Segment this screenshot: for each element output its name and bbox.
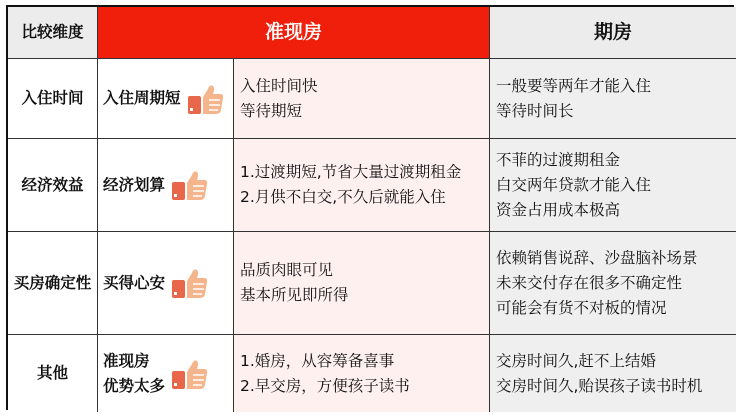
future-line: 依赖销售说辞、沙盘脑补场景 bbox=[496, 248, 698, 267]
ready-line: 1.婚房，从容筹备喜事 bbox=[240, 351, 395, 370]
ready-line: 基本所见即所得 bbox=[240, 286, 349, 304]
ready-line: 2.早交房，方便孩子读书 bbox=[240, 376, 410, 395]
future-line: 交房时间久,贻误孩子读书时机 bbox=[496, 376, 703, 395]
thumbs-up-icon bbox=[171, 169, 209, 201]
future-line: 不菲的过渡期租金 bbox=[496, 150, 621, 169]
row-dimension: 买房确定性 bbox=[8, 232, 98, 335]
future-cell bbox=[490, 335, 736, 412]
ready-line: 1.过渡期短,节省大量过渡期租金 bbox=[240, 163, 462, 181]
future-line: 白交两年贷款才能入住 bbox=[496, 175, 652, 194]
future-line: 一般要等两年才能入住 bbox=[496, 76, 652, 95]
future-line: 交房时间久,赶不上结婚 bbox=[496, 351, 656, 370]
row-short bbox=[98, 59, 234, 139]
ready-cell bbox=[234, 59, 490, 139]
future-line: 可能会有货不对板的情况 bbox=[496, 298, 667, 317]
header-future-house: 期房 bbox=[490, 7, 736, 59]
ready-line: 品质肉眼可见 bbox=[240, 261, 334, 279]
comparison-table bbox=[6, 5, 734, 410]
row-dimension: 其他 bbox=[8, 335, 98, 412]
thumbs-up-icon bbox=[171, 358, 209, 390]
row-dimension: 经济效益 bbox=[8, 139, 98, 232]
row-short bbox=[98, 139, 234, 232]
row-short-label: 准现房 优势太多 bbox=[103, 351, 166, 395]
row-short-label: 经济划算 bbox=[103, 175, 166, 194]
future-cell bbox=[490, 232, 736, 335]
future-line: 资金占用成本极高 bbox=[496, 200, 621, 219]
header-ready-house: 准现房 bbox=[98, 7, 490, 59]
future-cell bbox=[490, 59, 736, 139]
row-dimension: 入住时间 bbox=[8, 59, 98, 139]
row-short bbox=[98, 232, 234, 335]
future-line: 等待时间长 bbox=[496, 101, 574, 120]
ready-cell bbox=[234, 139, 490, 232]
thumbs-up-icon bbox=[187, 83, 225, 115]
header-dimension: 比较维度 bbox=[8, 7, 98, 59]
ready-line: 等待期短 bbox=[240, 101, 303, 120]
ready-line: 2.月供不白交,不久后就能入住 bbox=[240, 188, 446, 206]
thumbs-up-icon bbox=[171, 267, 209, 299]
future-line: 未来交付存在很多不确定性 bbox=[496, 273, 683, 292]
future-cell bbox=[490, 139, 736, 232]
ready-cell bbox=[234, 335, 490, 412]
ready-cell bbox=[234, 232, 490, 335]
row-short-label: 入住周期短 bbox=[103, 89, 181, 107]
row-short-label: 买得心安 bbox=[103, 273, 166, 292]
row-short bbox=[98, 335, 234, 412]
ready-line: 入住时间快 bbox=[240, 76, 318, 95]
